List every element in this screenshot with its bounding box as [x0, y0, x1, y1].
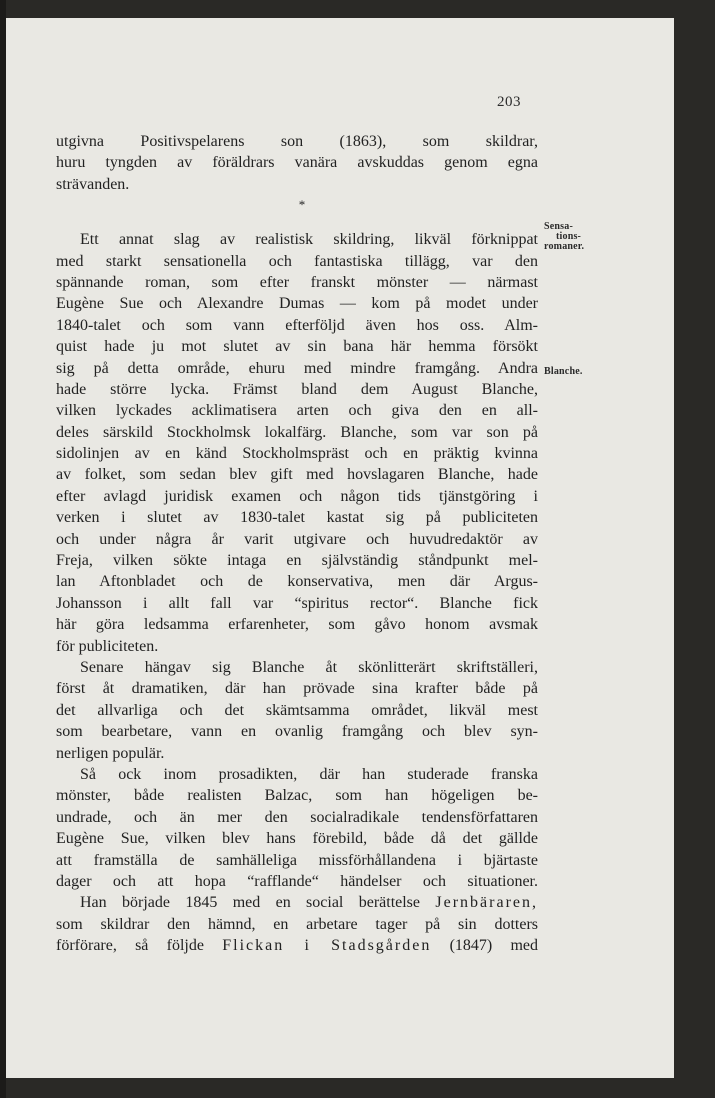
- text-line: Så ock inom prosadikten, där han studerade franska: [80, 765, 538, 783]
- margin-note-sensation: [544, 222, 584, 252]
- text-line: av folket, som sedan blev gift med hovslagaren Blanche, hade: [56, 466, 538, 484]
- text-line: som skildrar den hämnd, en arbetare tager på sin dotters: [56, 915, 538, 933]
- text-line: [56, 935, 538, 956]
- text-line: Senare hängav sig Blanche åt skönlitterärt skriftställeri,: [80, 658, 538, 676]
- margin-note-line: tions-: [556, 231, 582, 242]
- text-line: verken i slutet av 1830-talet kastat sig på publiciteten: [56, 509, 538, 527]
- text-line: utgivna Positivspelarens son (1863), som skildrar,: [56, 133, 538, 150]
- text-line: för publiciteten.: [56, 637, 159, 655]
- body-text: [56, 131, 538, 956]
- text-line: lan Aftonbladet och de konservativa, men där Argus-: [56, 573, 538, 591]
- text-line: dager och att hopa “rafflande“ händelser och situationer.: [56, 872, 538, 890]
- book-title-flickan: Flickan i Stadsgården: [222, 937, 432, 955]
- page-number: 203: [497, 94, 521, 110]
- text-line: 1840-talet och som vann efterföljd även hos oss. Alm-: [56, 316, 538, 334]
- text-line: huru tyngden av föräldrars vanära avskuddas genom egna: [56, 154, 538, 172]
- text-line: som bearbetare, vann en ovanlig framgång och blev syn-: [56, 723, 538, 741]
- text-line: sig på detta område, ehuru med mindre framgång. Andra: [56, 359, 538, 377]
- text-line: nerligen populär.: [56, 744, 165, 762]
- text-line: vilken lyckades acklimatisera arten och giva den en all-: [56, 402, 538, 420]
- text-line: sidolinjen av en känd Stockholmspräst och en präktig kvinna: [56, 445, 538, 463]
- text-line: undrade, och än mer den socialradikale tendensförfattaren: [56, 808, 538, 826]
- text-line: hade större lycka. Främst bland dem August Blanche,: [56, 380, 538, 398]
- section-separator-star: *: [298, 197, 306, 213]
- text-segment: (1847) med: [449, 937, 539, 955]
- text-segment: Han började 1845 med en social berättelse: [80, 894, 421, 912]
- margin-note-blanche: Blanche.: [544, 366, 583, 377]
- text-line: först åt dramatiken, där han prövade sina krafter både på: [56, 680, 538, 698]
- text-line: det allvarliga och det skämtsamma området, likväl mest: [56, 701, 538, 719]
- text-line: Freja, vilken sökte intaga en självständig ståndpunkt mel-: [56, 552, 538, 570]
- text-line: Eugène Sue, vilken blev hans förebild, både då det gällde: [56, 830, 538, 848]
- section-gap: [56, 215, 538, 229]
- margin-note-line: romaner.: [544, 241, 585, 252]
- text-line: Johansson i allt fall var “spiritus rector“. Blanche fick: [56, 594, 538, 612]
- text-line: att framställa de samhälleliga missförhållandena i bjärtaste: [56, 851, 538, 869]
- text-line: quist hade ju mot slutet av sin bana här hemma försökt: [56, 338, 538, 356]
- text-line: mönster, både realisten Balzac, som han högeligen be-: [56, 787, 538, 805]
- text-line: Ett annat slag av realistisk skildring, likväl förknippat: [80, 231, 538, 249]
- text-line: här göra ledsamma erfarenheter, som gåvo honom avsmak: [56, 616, 538, 634]
- text-line: Eugène Sue och Alexandre Dumas — kom på modet under: [56, 295, 538, 313]
- text-line: deles särskild Stockholmsk lokalfärg. Blanche, som var son på: [56, 423, 538, 441]
- text-line: strävanden.: [56, 175, 130, 193]
- text-line: och under några år varit utgivare och huvudredaktör av: [56, 530, 538, 548]
- text-line: med starkt sensationella och fantastiska tillägg, var den: [56, 252, 538, 270]
- text-segment: förförare, så följde: [56, 937, 204, 955]
- text-line: [56, 892, 538, 913]
- book-title-jernbararen: Jernbäraren,: [435, 894, 538, 912]
- book-page: [6, 18, 674, 1078]
- text-line: spännande roman, som efter franskt mönster — närmast: [56, 273, 538, 291]
- text-line: efter avlagd juridisk examen och någon tids tjänstgöring i: [56, 487, 538, 505]
- margin-note-line: Sensa-: [544, 221, 573, 232]
